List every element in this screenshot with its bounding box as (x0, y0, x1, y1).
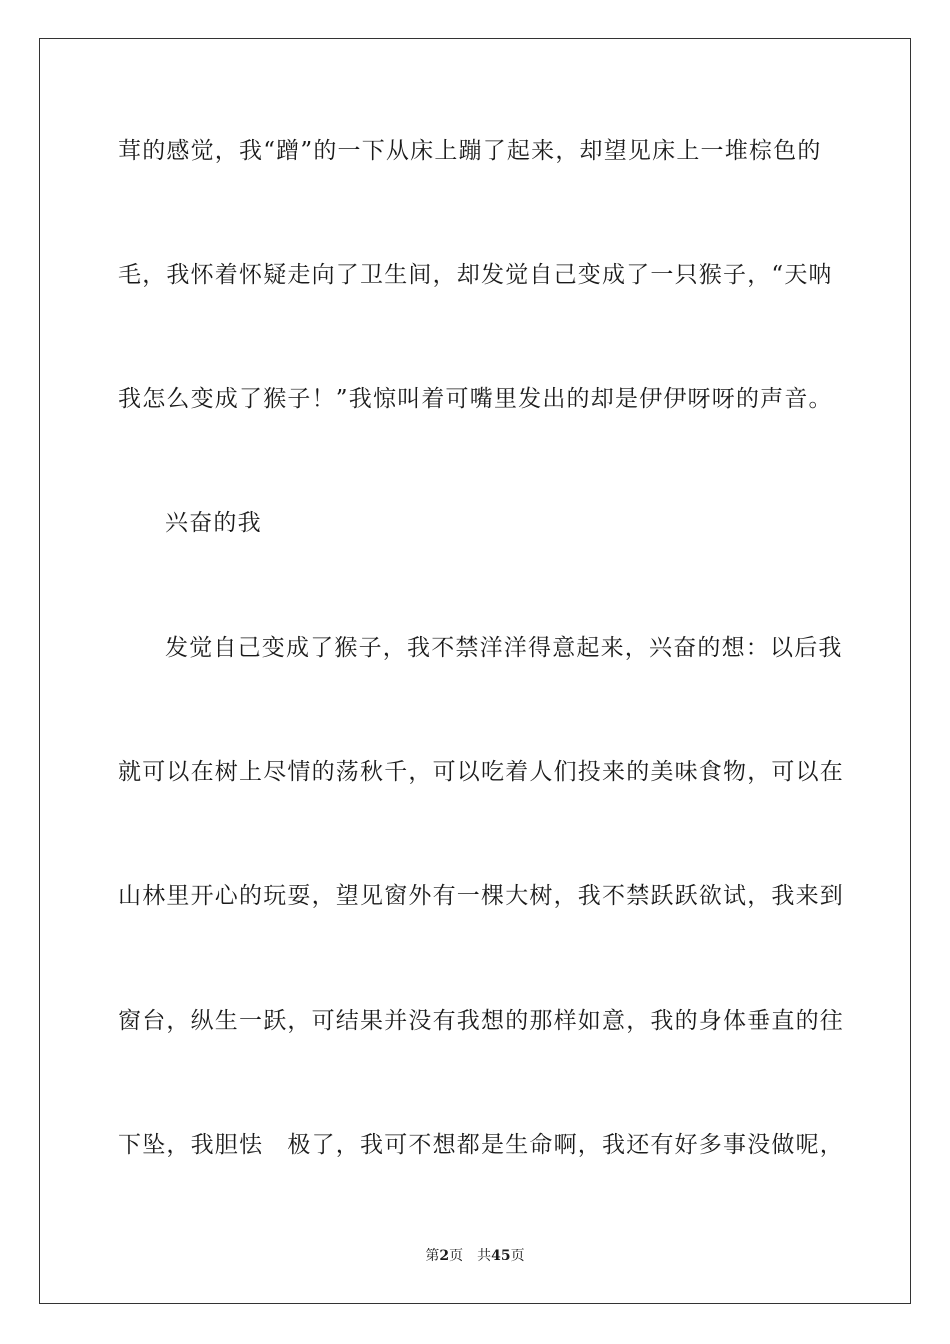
body-text-line: 发觉自己变成了猴子，我不禁洋洋得意起来，兴奋的想：以后我 (165, 635, 843, 661)
page-number: 2 (439, 1248, 450, 1264)
total-prefix: 共 (477, 1248, 492, 1264)
page-border (39, 38, 911, 1304)
total-pages: 45 (491, 1248, 511, 1264)
body-text-line: 就可以在树上尽情的荡秋千，可以吃着人们投来的美味食物，可以在 (118, 759, 844, 785)
body-text-line: 茸的感觉，我“蹭”的一下从床上蹦了起来，却望见床上一堆棕色的 (118, 138, 822, 164)
page-suffix: 页 (449, 1248, 464, 1264)
total-suffix: 页 (510, 1248, 525, 1264)
body-text-line: 毛，我怀着怀疑走向了卫生间，却发觉自己变成了一只猴子，“天呐 (118, 262, 833, 288)
body-text-line: 山林里开心的玩耍，望见窗外有一棵大树，我不禁跃跃欲试，我来到 (118, 883, 844, 909)
body-text-line: 窗台，纵生一跃，可结果并没有我想的那样如意，我的身体垂直的往 (118, 1008, 844, 1034)
page-footer (0, 1246, 950, 1266)
section-heading: 兴奋的我 (165, 510, 262, 536)
body-text-line: 下坠，我胆怯 极了，我可不想都是生命啊，我还有好多事没做呢， (118, 1132, 844, 1158)
page-prefix: 第 (425, 1248, 440, 1264)
body-text-line: 我怎么变成了猴子！”我惊叫着可嘴里发出的却是伊伊呀呀的声音。 (118, 386, 833, 412)
